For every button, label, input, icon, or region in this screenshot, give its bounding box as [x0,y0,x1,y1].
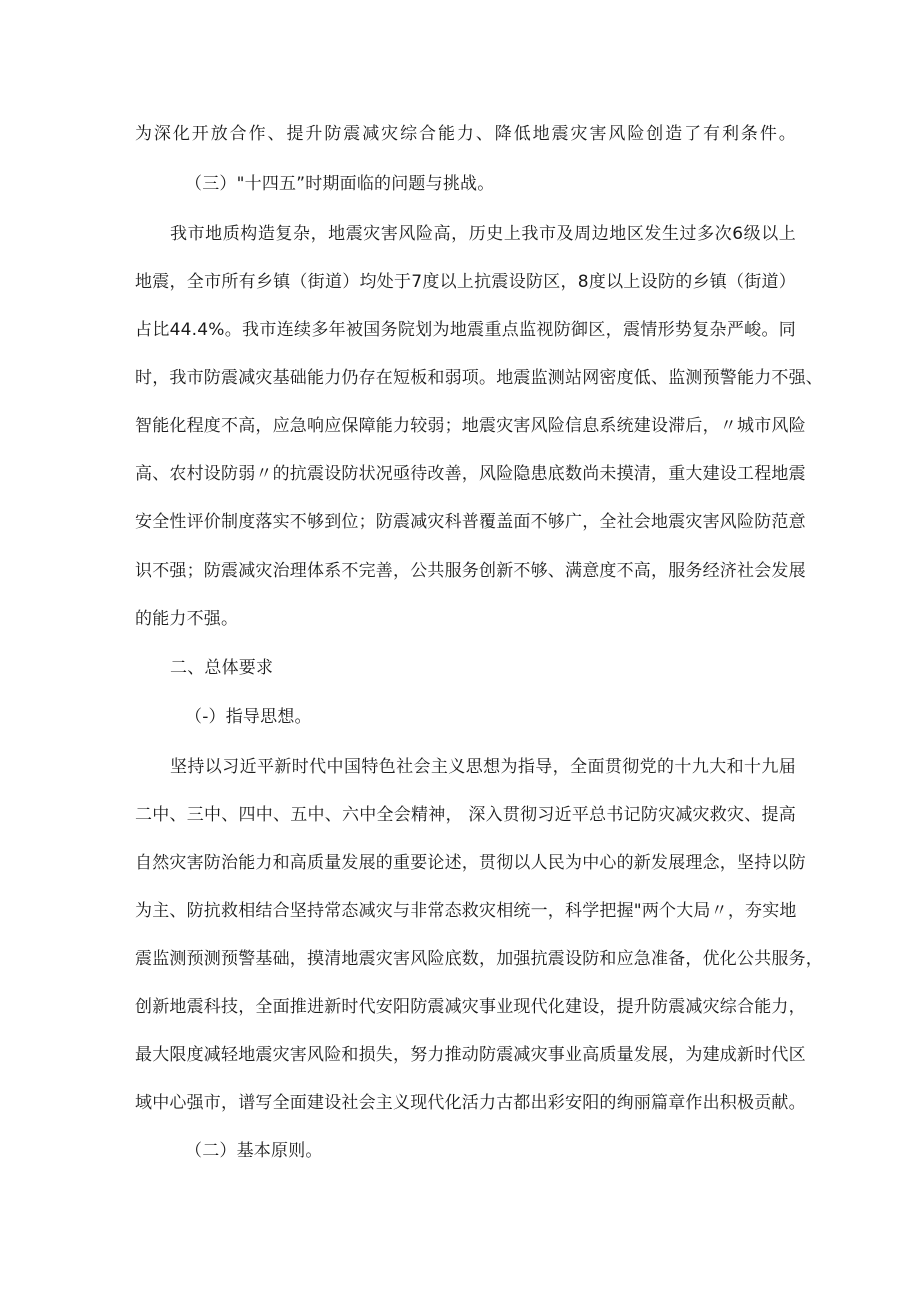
section-heading: （-）指导思想。 [185,707,312,727]
text-line: 坚持以习近平新时代中国特色社会主义思想为指导，全面贯彻党的十九大和十九届 [170,757,796,777]
text-line: 时，我市防震减灾基础能力仍存在短板和弱项。地震监测站网密度低、监测预警能力不强、 [135,368,823,388]
text-line: 安全性评价制度落实不够到位；防震减灾科普覆盖面不够广，全社会地震灾害风险防范意 [135,512,806,532]
text-line: 识不强；防震减灾治理体系不完善，公共服务创新不够、满意度不高，服务经济社会发展 [135,561,806,581]
text-line: 的能力不强。 [135,609,239,629]
text-line: 我市地质构造复杂，地震灾害风险高，历史上我市及周边地区发生过多次6级以上 [170,224,796,244]
text-line: 为主、防抗救相结合坚持常态减灾与非常态救灾相统一，科学把握"两个大局〃，夯实地 [135,901,797,921]
text-line: 高、农村设防弱〃的抗震设防状况亟待改善，风险隐患底数尚未摸清，重大建设工程地震 [135,464,806,484]
section-heading: 二、总体要求 [170,658,274,678]
text-line: 自然灾害防治能力和高质量发展的重要论述，贯彻以人民为中心的新发展理念，坚持以防 [135,853,806,873]
text-line: 震监测预测预警基础，摸清地震灾害风险底数，加强抗震设防和应急准备，优化公共服务， [135,949,823,969]
text-line: 创新地震科技，全面推进新时代安阳防震减灾事业现代化建设，提升防震减灾综合能力， [135,997,806,1017]
text-line: 为深化开放合作、提升防震减灾综合能力、降低地震灾害风险创造了有利条件。 [135,124,796,144]
section-heading: （二）基本原则。 [185,1141,323,1161]
text-line: 域中心强市，谱写全面建设社会主义现代化活力古都出彩安阳的绚丽篇章作出积极贡献。 [135,1093,806,1113]
text-line: 地震，全市所有乡镇（街道）均处于7度以上抗震设防区，8度以上设防的乡镇（街道） [135,272,796,292]
text-line: 二中、三中、四中、五中、六中全会精神， 深入贯彻习近平总书记防灾减灾救灾、提高 [135,805,796,825]
text-line: 最大限度减轻地震灾害风险和损失，努力推动防震减灾事业高质量发展，为建成新时代区 [135,1045,806,1065]
text-line: 智能化程度不高，应急响应保障能力较弱；地震灾害风险信息系统建设滞后，〃城市风险 [135,416,806,436]
section-heading: （三）"十四五”时期面临的问题与挑战。 [185,174,495,194]
text-line: 占比44.4%。我市连续多年被国务院划为地震重点监视防御区，震情形势复杂严峻。同 [135,320,796,340]
